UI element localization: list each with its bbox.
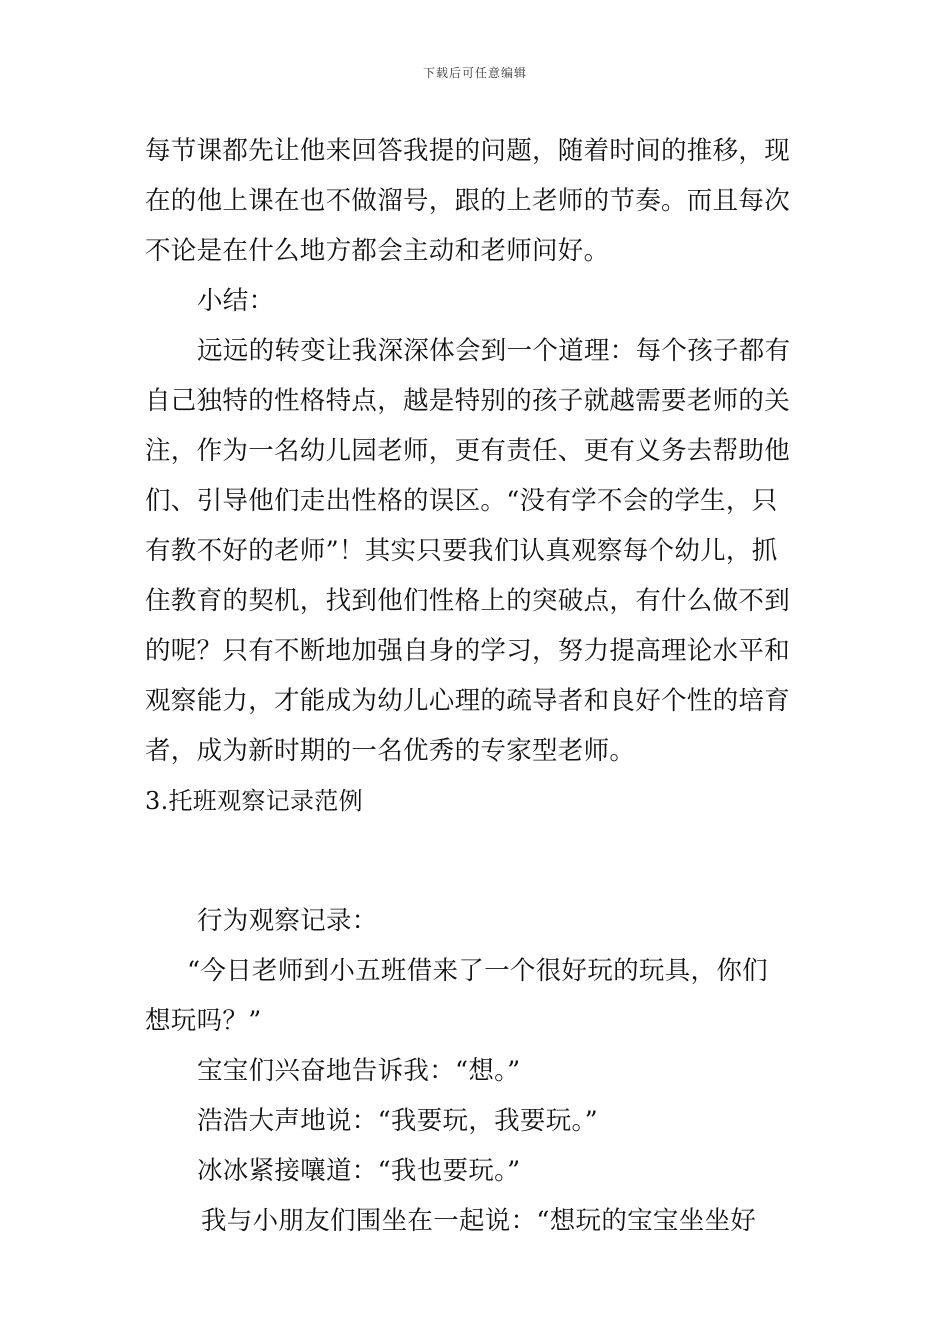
- text-line: 宝宝们兴奋地告诉我：“想。”: [197, 1056, 521, 1086]
- text-line: 自己独特的性格特点，越是特别的孩子就越需要老师的关: [145, 386, 791, 416]
- text-line: 有教不好的老师”！其实只要我们认真观察每个幼儿，抓: [145, 536, 778, 566]
- text-line: “今日老师到小五班借来了一个很好玩的玩具，你们: [187, 956, 768, 986]
- text-line: 不论是在什么地方都会主动和老师问好。: [145, 236, 610, 266]
- summary-label: 小结：: [197, 286, 275, 316]
- text-line: 每节课都先让他来回答我提的问题，随着时间的推移，现: [145, 136, 791, 166]
- behavior-label: 行为观察记录：: [197, 906, 378, 936]
- text-line: 们、引导他们走出性格的误区。“没有学不会的学生，只: [145, 486, 778, 516]
- text-line: 我与小朋友们围坐在一起说：“想玩的宝宝坐坐好: [201, 1206, 757, 1236]
- page-header: 下载后可任意编辑: [422, 66, 527, 80]
- section-heading: 3.托班观察记录范例: [145, 787, 363, 815]
- spacer: [145, 826, 810, 896]
- text-line: 想玩吗？”: [145, 1006, 262, 1036]
- text-line: 注，作为一名幼儿园老师，更有责任、更有义务去帮助他: [145, 436, 791, 466]
- text-line: 住教育的契机，找到他们性格上的突破点，有什么做不到: [145, 586, 791, 616]
- text-line: 观察能力，才能成为幼儿心理的疏导者和良好个性的培育: [145, 686, 791, 716]
- document-body: [145, 126, 810, 1246]
- text-line: 在的他上课在也不做溜号，跟的上老师的节奏。而且每次: [145, 186, 791, 216]
- text-line: 冰冰紧接嚷道：“我也要玩。”: [197, 1156, 521, 1186]
- text-line: 远远的转变让我深深体会到一个道理：每个孩子都有: [197, 336, 791, 366]
- text-line: 的呢？只有不断地加强自身的学习，努力提高理论水平和: [145, 636, 791, 666]
- text-line: 者，成为新时期的一名优秀的专家型老师。: [145, 736, 636, 766]
- text-line: 浩浩大声地说：“我要玩，我要玩。”: [197, 1106, 598, 1136]
